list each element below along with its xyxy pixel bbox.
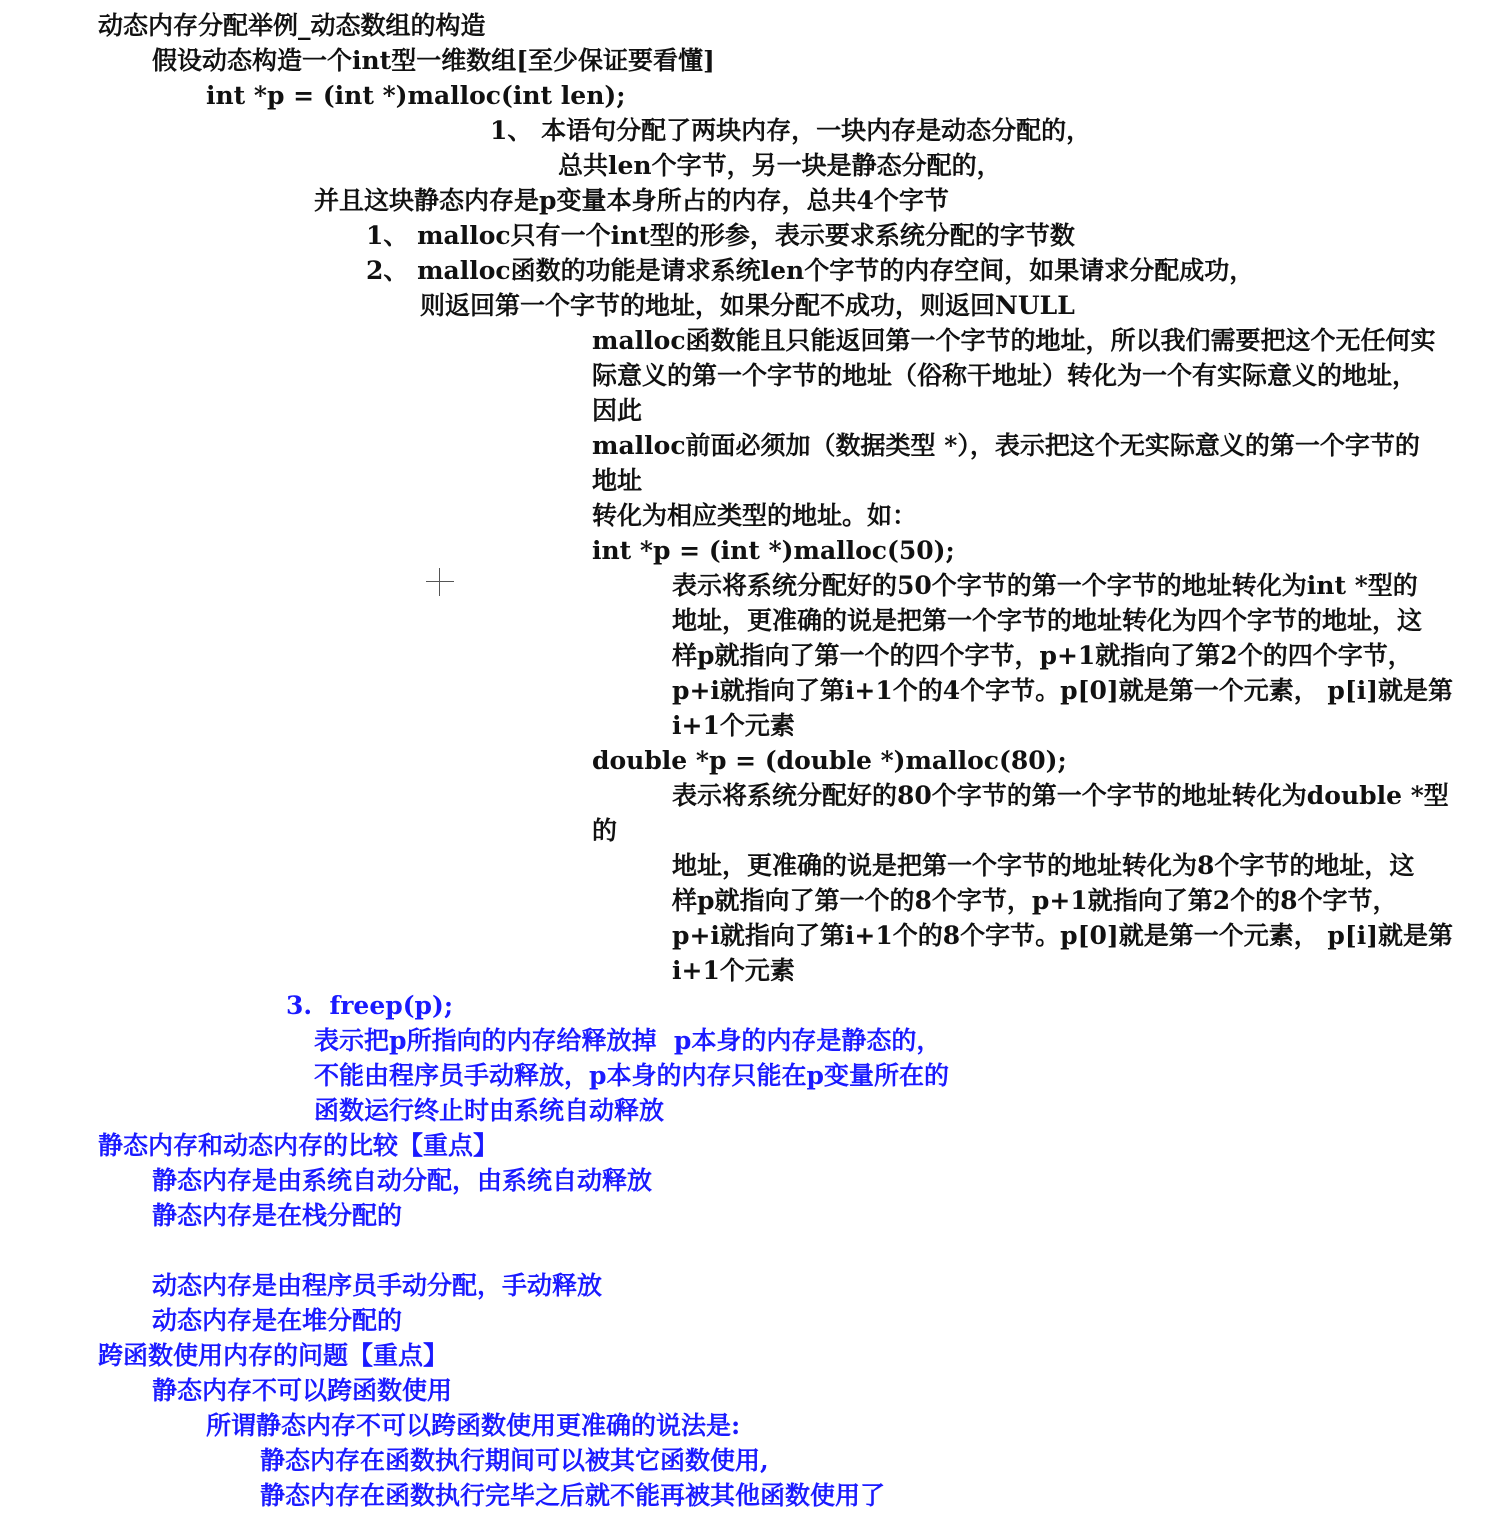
text-line: 际意义的第一个字节的地址（俗称干地址）转化为一个有实际意义的地址， — [592, 361, 1418, 390]
text-line: 函数运行终止时由系统自动释放 — [314, 1096, 665, 1125]
code-line: double *p = (double *)malloc(80); — [592, 746, 1067, 775]
text-line: malloc函数能且只能返回第一个字节的地址，所以我们需要把这个无任何实 — [592, 326, 1436, 355]
text-line: 表示把p所指向的内存给释放掉 p本身的内存是静态的， — [314, 1026, 942, 1055]
list-item: 1、 malloc只有一个int型的形参，表示要求系统分配的字节数 — [366, 221, 1075, 250]
list-item-free: 3. freep(p); — [286, 991, 454, 1020]
heading-cross-function-memory: 跨函数使用内存的问题【重点】 — [98, 1341, 449, 1370]
text-line: 转化为相应类型的地址。如： — [592, 501, 918, 530]
text-line: i+1个元素 — [672, 956, 795, 985]
text-line: 地址，更准确的说是把第一个字节的地址转化为四个字节的地址，这 — [672, 606, 1423, 635]
list-item: 2、 malloc函数的功能是请求系统len个字节的内存空间，如果请求分配成功， — [366, 256, 1255, 285]
text-line: 因此 — [592, 396, 643, 425]
text-cursor-crosshair-icon — [426, 568, 454, 596]
text-line: 样p就指向了第一个的四个字节，p+1就指向了第2个的四个字节， — [672, 641, 1413, 670]
text-line: malloc前面必须加（数据类型 *），表示把这个无实际意义的第一个字节的 — [592, 431, 1420, 460]
text-line: 总共len个字节，另一块是静态分配的， — [558, 151, 1002, 180]
text-line: 地址，更准确的说是把第一个字节的地址转化为8个字节的地址，这 — [672, 851, 1415, 880]
text-line: 不能由程序员手动释放，p本身的内存只能在p变量所在的 — [314, 1061, 949, 1090]
text-line: 静态内存在函数执行完毕之后就不能再被其他函数使用了 — [260, 1481, 886, 1510]
text-line: 动态内存是在堆分配的 — [152, 1306, 403, 1335]
text-line: p+i就指向了第i+1个的4个字节。p[0]就是第一个元素， p[i]就是第 — [672, 676, 1454, 705]
text-line: 动态内存是由程序员手动分配，手动释放 — [152, 1271, 603, 1300]
text-line: 表示将系统分配好的50个字节的第一个字节的地址转化为int *型的 — [672, 571, 1418, 600]
text-line: 静态内存是在栈分配的 — [152, 1201, 403, 1230]
list-item: 1、 本语句分配了两块内存，一块内存是动态分配的， — [490, 116, 1092, 145]
text-line: 静态内存不可以跨函数使用 — [152, 1376, 453, 1405]
text-line: 所谓静态内存不可以跨函数使用更准确的说法是: — [206, 1411, 741, 1440]
code-line: int *p = (int *)malloc(int len); — [206, 81, 626, 110]
text-line: 假设动态构造一个int型一维数组[至少保证要看懂] — [152, 46, 715, 75]
heading-static-vs-dynamic: 静态内存和动态内存的比较【重点】 — [98, 1131, 499, 1160]
text-line: 并且这块静态内存是p变量本身所占的内存，总共4个字节 — [314, 186, 949, 215]
heading-dynamic-array: 动态内存分配举例_动态数组的构造 — [98, 11, 486, 40]
text-line: 则返回第一个字节的地址，如果分配不成功，则返回NULL — [420, 291, 1075, 320]
text-line: 的 — [592, 816, 618, 845]
text-line: 静态内存在函数执行期间可以被其它函数使用, — [260, 1446, 769, 1475]
text-line: 表示将系统分配好的80个字节的第一个字节的地址转化为double *型 — [672, 781, 1449, 810]
text-line: 样p就指向了第一个的8个字节，p+1就指向了第2个的8个字节， — [672, 886, 1398, 915]
code-line: int *p = (int *)malloc(50); — [592, 536, 955, 565]
text-line: p+i就指向了第i+1个的8个字节。p[0]就是第一个元素， p[i]就是第 — [672, 921, 1454, 950]
text-line: 静态内存是由系统自动分配，由系统自动释放 — [152, 1166, 653, 1195]
text-line: i+1个元素 — [672, 711, 795, 740]
text-line: 地址 — [592, 466, 643, 495]
